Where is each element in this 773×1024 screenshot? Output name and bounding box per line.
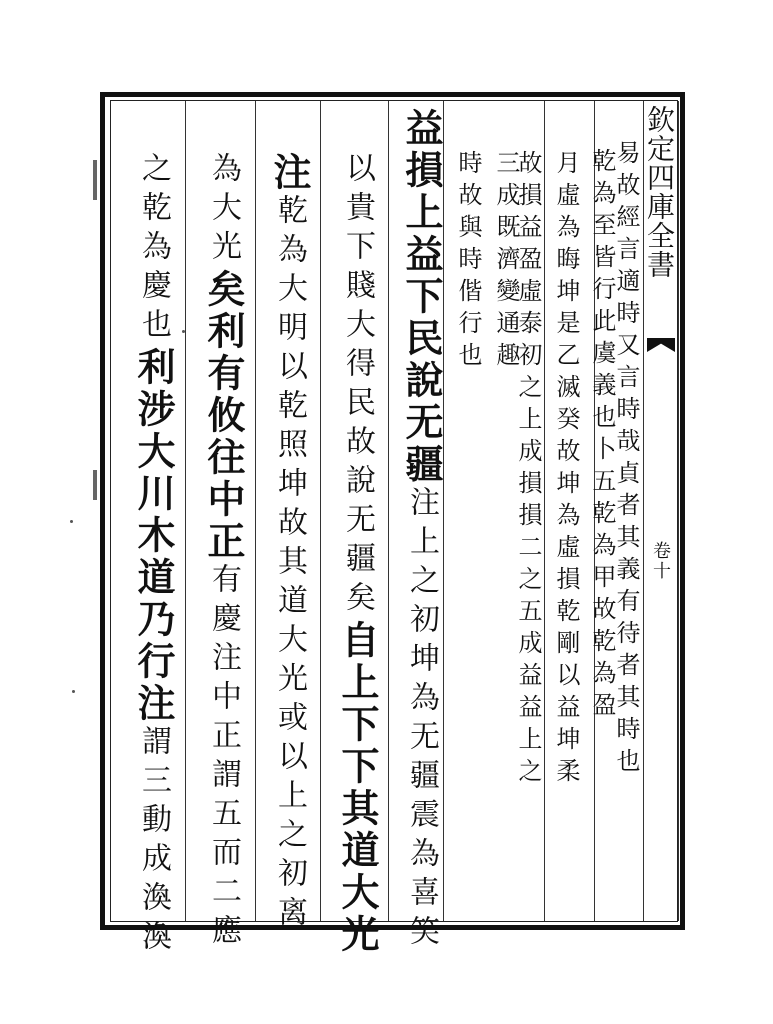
glyph: 震: [404, 798, 439, 828]
glyph: 光: [272, 662, 307, 692]
glyph: 上: [404, 525, 439, 555]
glyph: 注: [206, 641, 241, 671]
glyph: 益: [399, 234, 444, 272]
column-rule: [544, 101, 545, 921]
glyph: 道: [272, 584, 307, 614]
glyph: 謂: [206, 758, 241, 788]
text-column-4: 故損益盈虛泰初之上成損損二之五成益益上之: [514, 150, 542, 790]
glyph: 五: [206, 797, 241, 827]
glyph: 注: [267, 152, 312, 190]
glyph: 川: [131, 473, 176, 511]
glyph: 損: [399, 150, 444, 188]
glyph: 民: [340, 386, 375, 416]
glyph: 无: [404, 720, 439, 750]
glyph: 大: [206, 191, 241, 221]
glyph: 民: [399, 318, 444, 356]
speck: [72, 690, 75, 693]
glyph: 為: [404, 681, 439, 711]
text-column-3: 月虛為晦坤是乙滅癸故坤為虛損乾剛以益坤柔: [552, 150, 580, 790]
glyph: 行: [131, 641, 176, 679]
glyph: 疆: [340, 542, 375, 572]
glyph: 初: [404, 603, 439, 633]
glyph: 注: [404, 486, 439, 516]
glyph: 大: [340, 308, 375, 338]
text-column-11: [131, 152, 176, 959]
column-rule: [320, 101, 321, 921]
glyph: 无: [340, 503, 375, 533]
glyph: 為: [404, 837, 439, 867]
glyph: 疆: [399, 444, 444, 482]
text-column-8: [335, 152, 380, 956]
glyph: 動: [136, 803, 171, 833]
glyph: 三: [136, 764, 171, 794]
glyph: 下: [335, 704, 380, 742]
glyph: 成: [136, 842, 171, 872]
glyph: 上: [335, 662, 380, 700]
glyph: 或: [272, 701, 307, 731]
glyph: 應: [206, 914, 241, 944]
text-column-6: 時故與時偕行也: [454, 150, 482, 374]
glyph: 笑: [404, 915, 439, 945]
glyph: 涉: [131, 389, 176, 427]
glyph: 渙: [136, 881, 171, 911]
glyph: 道: [335, 830, 380, 868]
glyph: 照: [272, 428, 307, 458]
glyph: 中: [206, 680, 241, 710]
column-rule: [388, 101, 389, 921]
glyph: 慶: [206, 602, 241, 632]
glyph: 之: [404, 564, 439, 594]
glyph: 注: [131, 683, 176, 721]
glyph: 坤: [272, 467, 307, 497]
glyph: 明: [272, 311, 307, 341]
glyph: 乾: [272, 389, 307, 419]
glyph: 以: [272, 740, 307, 770]
glyph: 道: [131, 557, 176, 595]
glyph: 之: [272, 818, 307, 848]
glyph: 乾: [136, 191, 171, 221]
glyph: 离: [272, 896, 307, 926]
column-rule: [185, 101, 186, 921]
glyph: 往: [201, 437, 246, 475]
glyph: 矣: [340, 581, 375, 611]
speck: [70, 520, 73, 523]
text-column-7: [399, 108, 444, 954]
glyph: 之: [136, 152, 171, 182]
glyph: 下: [340, 230, 375, 260]
glyph: 喜: [404, 876, 439, 906]
glyph: 光: [206, 230, 241, 260]
glyph: 正: [206, 719, 241, 749]
banxin-column: [643, 101, 678, 921]
glyph: 慶: [136, 269, 171, 299]
glyph: 自: [335, 620, 380, 658]
speck: [182, 330, 185, 333]
glyph: 中: [201, 479, 246, 517]
binding-mark: [93, 470, 97, 500]
glyph: 攸: [201, 395, 246, 433]
glyph: 上: [399, 192, 444, 230]
glyph: 得: [340, 347, 375, 377]
glyph: 矣: [201, 269, 246, 307]
glyph: 大: [272, 272, 307, 302]
glyph: 木: [131, 515, 176, 553]
glyph: 初: [272, 857, 307, 887]
glyph: 利: [131, 347, 176, 385]
glyph: 上: [272, 779, 307, 809]
glyph: 其: [272, 545, 307, 575]
glyph: 賤: [340, 269, 375, 299]
glyph: 坤: [404, 642, 439, 672]
column-rule: [255, 101, 256, 921]
glyph: 下: [335, 746, 380, 784]
glyph: 故: [340, 425, 375, 455]
glyph: 渙: [136, 920, 171, 950]
book-title: 欽定四庫全書: [643, 105, 676, 279]
binding-mark: [93, 160, 97, 200]
glyph: 乾: [272, 194, 307, 224]
glyph: 故: [272, 506, 307, 536]
glyph: 大: [335, 872, 380, 910]
volume-number: 卷十: [650, 541, 671, 581]
glyph: 疆: [404, 759, 439, 789]
glyph: 其: [335, 788, 380, 826]
glyph: 有: [201, 353, 246, 391]
glyph: 而: [206, 836, 241, 866]
glyph: 下: [399, 276, 444, 314]
glyph: 以: [340, 152, 375, 182]
glyph: 大: [272, 623, 307, 653]
glyph: 二: [206, 875, 241, 905]
glyph: 益: [399, 108, 444, 146]
text-column-9: [267, 152, 312, 935]
glyph: 无: [399, 402, 444, 440]
glyph: 也: [136, 308, 171, 338]
glyph: 有: [206, 563, 241, 593]
glyph: 為: [206, 152, 241, 182]
glyph: 說: [340, 464, 375, 494]
glyph: 貴: [340, 191, 375, 221]
glyph: 大: [131, 431, 176, 469]
glyph: 光: [335, 914, 380, 952]
glyph: 為: [272, 233, 307, 263]
glyph: 乃: [131, 599, 176, 637]
glyph: 以: [272, 350, 307, 380]
glyph: 為: [136, 230, 171, 260]
glyph: 說: [399, 360, 444, 398]
column-rule: [678, 101, 679, 921]
glyph: 謂: [136, 725, 171, 755]
text-column-2: 乾為至皆行此虞義也卜五乾為甲故乾為盈: [588, 148, 616, 724]
text-column-10: [201, 152, 246, 953]
text-column-1: 易故經言適時又言時哉貞者其義有待者其時也: [612, 140, 640, 780]
glyph: 正: [201, 521, 246, 559]
glyph: 利: [201, 311, 246, 349]
text-column-5: 三成既濟變通趣: [492, 150, 520, 374]
